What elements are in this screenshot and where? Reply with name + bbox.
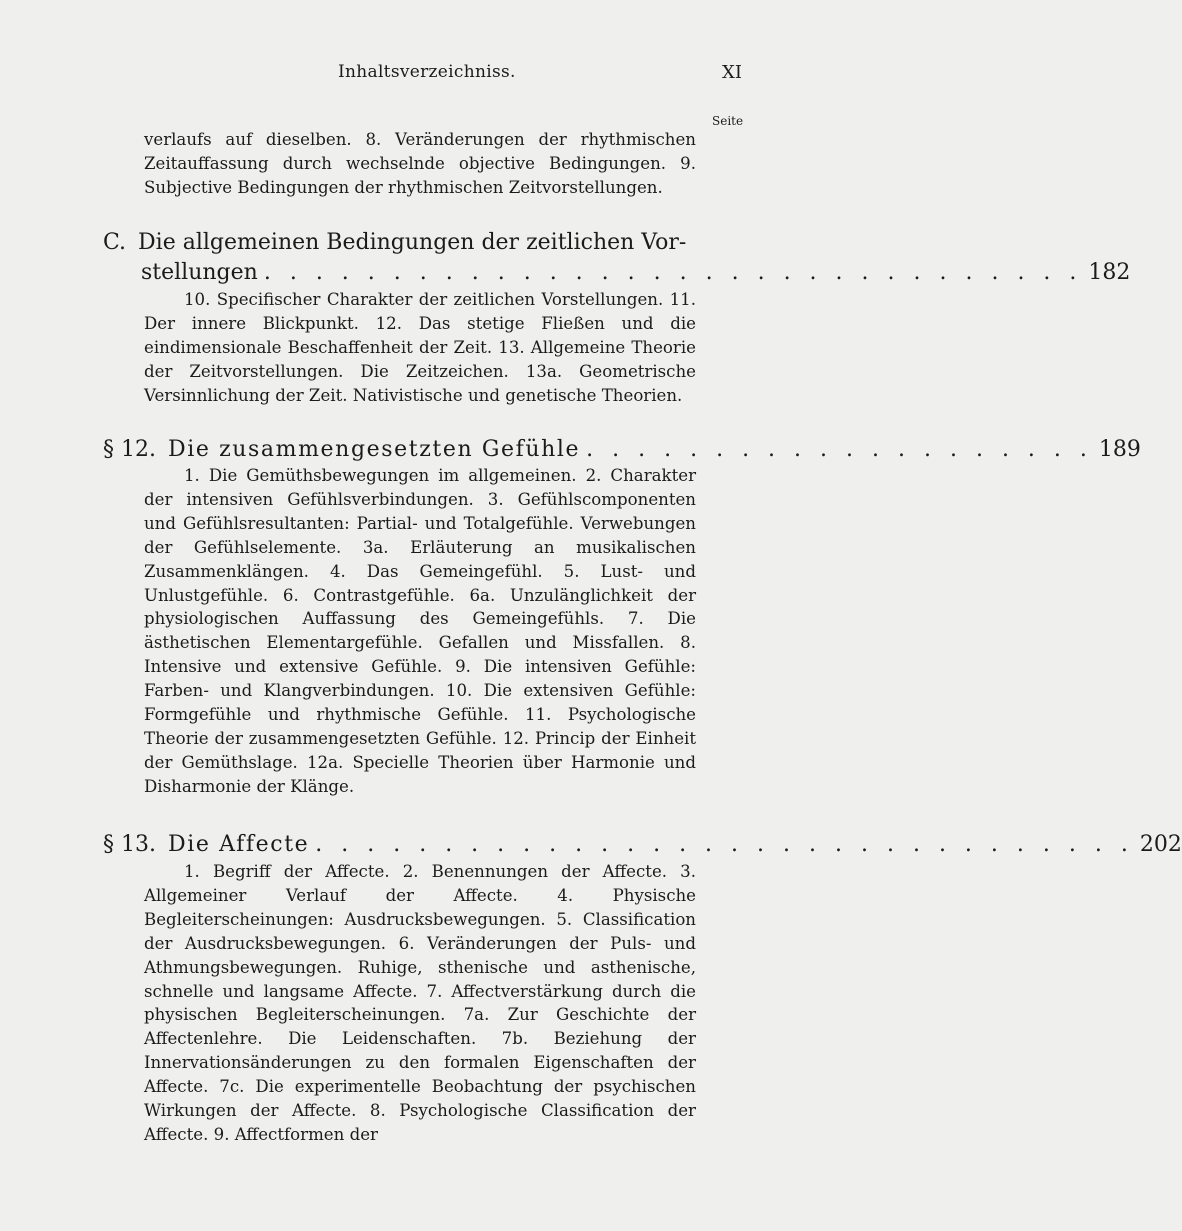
section-c-marker: C. [103, 230, 127, 255]
section-12-marker: § 12. [103, 437, 156, 462]
section-c-page: 182 [1088, 260, 1131, 285]
section-13-dot-leader: . . . . . . . . . . . . . . . . . . . . . . . . . . . . . . . . [315, 832, 1134, 857]
section-13-heading [103, 830, 1182, 860]
section-c-description: 10. Specifischer Charakter der zeitlichen Vorstellungen. 11. Der innere Blickpunkt. 12. Das stetige Fließen und die eindimensionale Beschaffenheit der Zeit. 13. Allgemeine Theorie der Zeitvorstellungen. Die Zeitzeichen. 13a. Geometrische Versinnlichung der Zeit. Nativistische und genetische Theorien. [144, 290, 696, 405]
section-c-title-line1: Die allgemeinen Bedingungen der zeitlichen Vor- [138, 230, 687, 255]
intro-description: verlaufs auf dieselben. 8. Veränderungen der rhythmischen Zeitauffassung durch wechselnde objective Bedingungen. 9. Subjective Bedingungen der rhythmischen Zeitvorstellungen. [144, 130, 696, 197]
running-head-title: Inhaltsverzeichniss. [338, 62, 516, 82]
section-c-title-line2: stellungen [141, 260, 258, 285]
section-12-page: 189 [1098, 437, 1141, 462]
section-c-dot-leader: . . . . . . . . . . . . . . . . . . . . . . . . . . . . . . . . [263, 260, 1083, 285]
section-12-dot-leader: . . . . . . . . . . . . . . . . . . . . [586, 437, 1093, 462]
section-12-title: Die zusammengesetzten Gefühle [167, 437, 581, 462]
page-number: XI [722, 62, 742, 83]
section-c-heading [103, 228, 1131, 288]
section-12-heading [103, 435, 1141, 465]
section-13-description: 1. Begriff der Affecte. 2. Benennungen der Affecte. 3. Allgemeiner Verlauf der Affecte. 4. Physische Begleiterscheinungen: Ausdrucksbewegungen. 5. Classification der Ausdrucksbewegungen. 6. Veränderungen der Puls- und Athmungsbewegungen. Ruhige, sthenische und asthenische, schnelle und langsame Affecte. 7. Affectverstärkung durch die physischen Begleiterscheinungen. 7a. Zur Geschichte der Affectenlehre. Die Leidenschaften. 7b. Beziehung der Innervationsänderungen zu den formalen Eigenschaften der Affecte. 7c. Die experimentelle Beobachtung der psychischen Wirkungen der Affecte. 8. Psychologische Classification der Affecte. 9. Affectformen der [144, 862, 696, 1144]
section-13-page: 202 [1139, 832, 1182, 857]
seite-column-label: Seite [712, 114, 744, 128]
running-head [0, 62, 800, 90]
section-13-title: Die Affecte [167, 832, 310, 857]
section-13-marker: § 13. [103, 832, 156, 857]
section-12-description: 1. Die Gemüthsbewegungen im allgemeinen. 2. Charakter der intensiven Gefühlsverbindungen. 3. Gefühlscomponenten und Gefühlsresultanten: Partial- und Totalgefühle. Verwebungen der Gefühlselemente. 3a. Erläuterung an musikalischen Zusammenklängen. 4. Das Gemeingefühl. 5. Lust- und Unlustgefühle. 6. Contrastgefühle. 6a. Unzulänglichkeit der physiologischen Auffassung des Gemeingefühls. 7. Die ästhetischen Elementargefühle. Gefallen und Missfallen. 8. Intensive und extensive Gefühle. 9. Die intensiven Gefühle: Farben- und Klangverbindungen. 10. Die extensiven Gefühle: Formgefühle und rhythmische Gefühle. 11. Psychologische Theorie der zusammengesetzten Gefühle. 12. Princip der Einheit der Gemüthslage. 12a. Specielle Theorien über Harmonie und Disharmonie der Klänge. [144, 466, 696, 796]
